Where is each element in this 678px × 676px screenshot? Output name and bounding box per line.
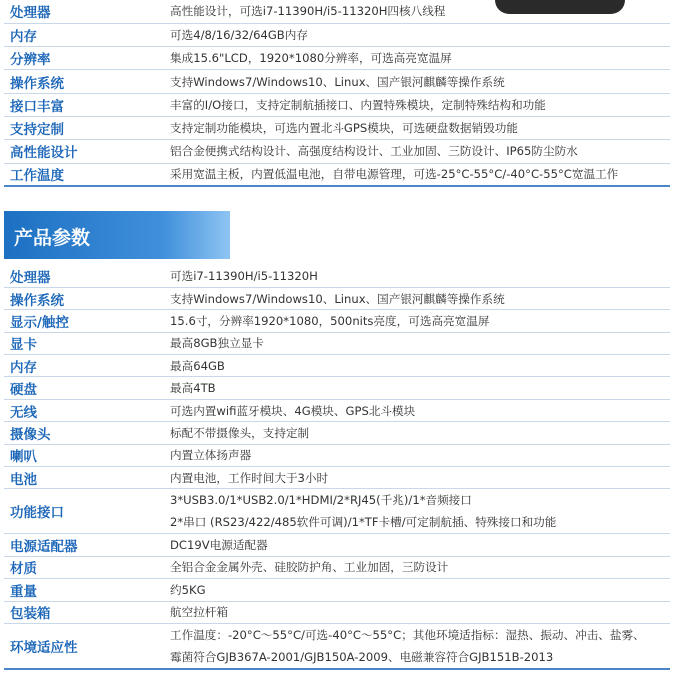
row-label: 摄像头 <box>4 422 160 444</box>
row-value <box>160 444 670 466</box>
row-value-line: 霉菌符合GJB367A-2001/GJB150A-2009、电磁兼容符合GJB151B-2013 <box>170 649 554 664</box>
features-table <box>4 0 670 187</box>
row-value <box>160 116 670 139</box>
row-label: 工作温度 <box>4 163 160 186</box>
row-label: 包装箱 <box>4 601 160 623</box>
row-label: 支持定制 <box>4 116 160 139</box>
table-row <box>4 489 670 534</box>
table-row <box>4 332 670 354</box>
row-value-line: 采用宽温主板，内置低温电池，自带电源管理，可选-25°C-55°C/-40°C-55°C宽温工作 <box>170 167 619 182</box>
row-label: 显卡 <box>4 332 160 354</box>
row-label: 处理器 <box>4 0 160 23</box>
row-label: 硬盘 <box>4 377 160 399</box>
row-value <box>160 489 670 534</box>
row-value <box>160 467 670 489</box>
row-label: 功能接口 <box>4 489 160 534</box>
row-label: 操作系统 <box>4 287 160 309</box>
row-value <box>160 534 670 556</box>
row-value-line: 支持定制功能模块，可选内置北斗GPS模块，可选硬盘数据销毁功能 <box>170 121 518 136</box>
table-row <box>4 422 670 444</box>
row-value-line: 2*串口 (RS23/422/485软件可调)/1*TF卡槽/可定制航插、特殊接口和功能 <box>170 515 557 530</box>
table-row <box>4 140 670 163</box>
table-row <box>4 70 670 93</box>
row-label: 材质 <box>4 556 160 578</box>
row-value <box>160 377 670 399</box>
row-label: 喇叭 <box>4 444 160 466</box>
row-value <box>160 287 670 309</box>
table-row <box>4 579 670 601</box>
row-label: 分辨率 <box>4 47 160 70</box>
section-title: 产品参数 <box>14 227 91 249</box>
row-value-line: 全铝合金金属外壳、硅胶防护角、工业加固，三防设计 <box>170 560 449 575</box>
table-row <box>4 310 670 332</box>
table-row <box>4 265 670 287</box>
table-row <box>4 0 670 23</box>
row-value <box>160 23 670 46</box>
table-row <box>4 163 670 186</box>
table-row <box>4 377 670 399</box>
row-label: 内存 <box>4 355 160 377</box>
table-row <box>4 399 670 421</box>
row-label: 操作系统 <box>4 70 160 93</box>
row-value-line: 最高64GB <box>170 358 225 373</box>
table-row <box>4 623 670 669</box>
row-label: 内存 <box>4 23 160 46</box>
row-value <box>160 265 670 287</box>
row-value-line: 支持Windows7/Windows10、Linux、国产银河麒麟等操作系统 <box>170 291 505 306</box>
row-label: 显示/触控 <box>4 310 160 332</box>
table-row <box>4 287 670 309</box>
row-value-line: 可选4/8/16/32/64GB内存 <box>170 27 308 42</box>
row-value-line: 铝合金便携式结构设计、高强度结构设计、工业加固、三防设计、IP65防尘防水 <box>170 144 578 159</box>
row-value <box>160 422 670 444</box>
table-row <box>4 93 670 116</box>
row-value-line: 工作温度：-20°C～55°C/可选-40°C～55°C；其他环境适指标：湿热、振动、冲击、盐雾、 <box>170 627 645 642</box>
table-row <box>4 467 670 489</box>
table-row <box>4 23 670 46</box>
row-value-line: DC19V电源适配器 <box>170 538 268 553</box>
row-label: 高性能设计 <box>4 140 160 163</box>
row-value <box>160 601 670 623</box>
row-value-line: 最高8GB独立显卡 <box>170 336 264 351</box>
row-value-line: 集成15.6"LCD，1920*1080分辨率，可选高亮宽温屏 <box>170 51 452 66</box>
row-label: 无线 <box>4 399 160 421</box>
row-value <box>160 355 670 377</box>
table-row <box>4 355 670 377</box>
row-value <box>160 47 670 70</box>
row-value-line: 约5KG <box>170 582 206 597</box>
row-value-line: 高性能设计，可选i7-11390H/i5-11320H四核八线程 <box>170 4 446 19</box>
row-value-line: 可选i7-11390H/i5-11320H <box>170 268 318 283</box>
row-label: 重量 <box>4 579 160 601</box>
row-value-line: 航空拉杆箱 <box>170 605 228 620</box>
row-value <box>160 93 670 116</box>
row-value-line: 3*USB3.0/1*USB2.0/1*HDMI/2*RJ45(千兆)/1*音频接口 <box>170 493 472 508</box>
row-value <box>160 556 670 578</box>
row-value <box>160 623 670 669</box>
row-value-line: 标配不带摄像头，支持定制 <box>170 425 310 440</box>
row-value <box>160 310 670 332</box>
row-value-line: 丰富的I/O接口，支持定制航插接口、内置特殊模块，定制特殊结构和功能 <box>170 97 546 112</box>
row-value-line: 支持Windows7/Windows10、Linux、国产银河麒麟等操作系统 <box>170 74 505 89</box>
table-row <box>4 556 670 578</box>
row-label: 电源适配器 <box>4 534 160 556</box>
params-table <box>4 265 670 670</box>
section-header <box>4 211 230 259</box>
row-value <box>160 163 670 186</box>
table-row <box>4 534 670 556</box>
table-row <box>4 444 670 466</box>
row-value-line: 可选内置wifi蓝牙模块、4G模块、GPS北斗模块 <box>170 403 416 418</box>
row-label: 环境适应性 <box>4 623 160 669</box>
row-label: 处理器 <box>4 265 160 287</box>
row-value-line: 15.6寸，分辨率1920*1080，500nits亮度，可选高亮宽温屏 <box>170 313 490 328</box>
row-value <box>160 140 670 163</box>
row-label: 接口丰富 <box>4 93 160 116</box>
table-row <box>4 116 670 139</box>
table-row <box>4 47 670 70</box>
row-value <box>160 70 670 93</box>
row-value <box>160 579 670 601</box>
table-row <box>4 601 670 623</box>
row-label: 电池 <box>4 467 160 489</box>
row-value <box>160 0 670 23</box>
row-value <box>160 332 670 354</box>
row-value-line: 内置电池，工作时间大于3小时 <box>170 470 329 485</box>
row-value-line: 最高4TB <box>170 381 216 396</box>
row-value <box>160 399 670 421</box>
row-value-line: 内置立体扬声器 <box>170 448 252 463</box>
